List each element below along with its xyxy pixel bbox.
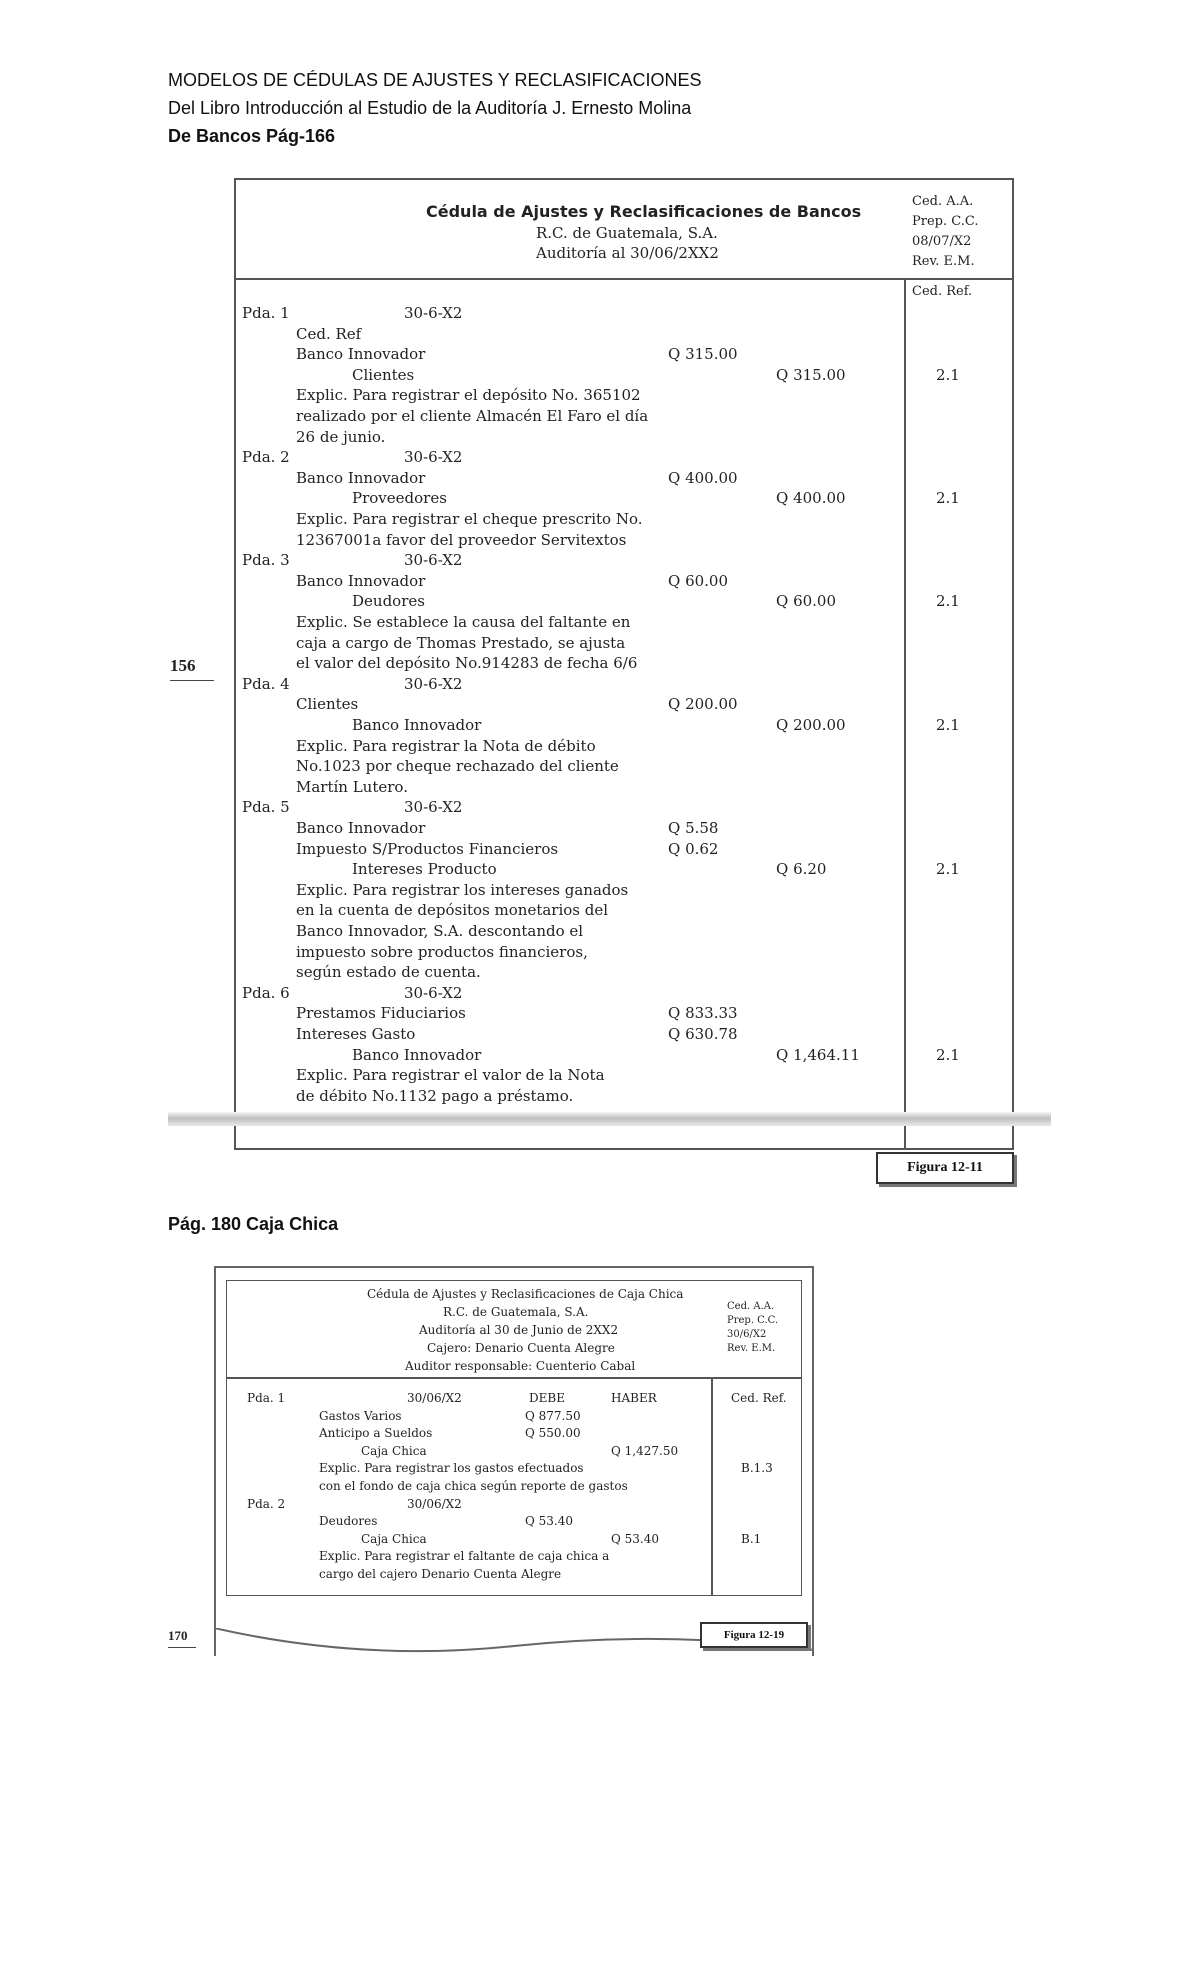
caja-ref-prep: Prep. C.C. — [727, 1315, 779, 1326]
entry-text: Banco Innovador — [296, 571, 426, 590]
cedula-ref: 2.1 — [936, 365, 960, 384]
caja-title-1: Cédula de Ajustes y Reclasificaciones de Caja Chica — [367, 1287, 684, 1301]
cedula-ref: 2.1 — [936, 489, 960, 508]
entry-text: realizado por el cliente Almacén El Faro el día — [296, 407, 649, 425]
credit-account: Caja Chica — [361, 1443, 427, 1458]
entry-text: Banco Innovador — [296, 345, 426, 364]
entry-text: Anticipo a Sueldos — [319, 1426, 433, 1441]
bancos-title: Cédula de Ajustes y Reclasificaciones de Bancos — [426, 202, 862, 221]
entry-text: Impuesto S/Productos Financieros — [296, 839, 559, 858]
caja-chica-sheet — [214, 1266, 814, 1656]
entry-date: 30/06/X2 — [407, 1496, 462, 1511]
entry-date: 30/06/X2 — [407, 1391, 462, 1405]
caja-title-3: Auditoría al 30 de Junio de 2XX2 — [419, 1323, 619, 1337]
entry-text: Martín Lutero. — [296, 777, 408, 796]
cedula-ref: B.1.3 — [741, 1461, 773, 1476]
cedula-ref: 2.1 — [936, 592, 960, 611]
caja-col-ref: Ced. Ref. — [731, 1391, 787, 1405]
bancos-audit-date: Auditoría al 30/06/2XX2 — [536, 244, 719, 262]
bancos-company: R.C. de Guatemala, S.A. — [536, 224, 718, 242]
debit-amount: Q 0.62 — [668, 839, 719, 858]
entry-label: Pda. 5 — [242, 798, 290, 817]
bancos-ref-rev: Rev. E.M. — [912, 254, 975, 269]
entry-text: Explic. Para registrar el cheque prescrito No. — [296, 510, 643, 528]
bancos-ref-column-divider — [904, 278, 906, 1148]
bancos-figure-label: Figura 12-11 — [876, 1152, 1014, 1184]
entry-text: el valor del depósito No.914283 de fecha 6/6 — [296, 654, 638, 673]
bancos-title-box — [236, 180, 1012, 280]
bancos-ref-column-header: Ced. Ref. — [912, 284, 973, 299]
entry-label: Pda. 1 — [247, 1391, 286, 1405]
entry-text: Explic. Para registrar el valor de la Nota — [296, 1066, 605, 1085]
caja-page-number: 170 — [168, 1628, 196, 1648]
caja-ref-column-divider — [711, 1377, 713, 1595]
bancos-ref-prep: Prep. C.C. — [912, 214, 979, 229]
entry-text: caja a cargo de Thomas Prestado, se ajusta — [296, 633, 626, 652]
caja-col-haber: HABER — [611, 1391, 657, 1405]
entry-label: Pda. 2 — [247, 1496, 286, 1511]
caja-title-2: R.C. de Guatemala, S.A. — [443, 1305, 589, 1319]
entry-text: No.1023 por cheque rechazado del cliente — [296, 757, 619, 776]
entry-text: Ced. Ref — [296, 324, 362, 343]
entry-text: 12367001a favor del proveedor Servitextos — [296, 530, 627, 549]
debit-amount: Q 53.40 — [525, 1514, 574, 1529]
entry-text: Explic. Para registrar los intereses ganados — [296, 880, 629, 899]
credit-account: Caja Chica — [361, 1531, 427, 1546]
caja-ref-rev: Rev. E.M. — [727, 1343, 776, 1354]
entry-date: 30-6-X2 — [404, 304, 463, 322]
cedula-ref: 2.1 — [936, 1045, 960, 1064]
entry-text: Explic. Para registrar el depósito No. 365102 — [296, 386, 641, 405]
entry-text: cargo del cajero Denario Cuenta Alegre — [319, 1567, 562, 1581]
bancos-adjustment-sheet — [234, 178, 1014, 1150]
caja-col-debe: DEBE — [529, 1391, 565, 1405]
credit-account: Clientes — [352, 365, 415, 384]
credit-account: Deudores — [352, 592, 425, 611]
debit-amount: Q 550.00 — [525, 1426, 581, 1441]
bancos-ref-date: 08/07/X2 — [912, 234, 972, 249]
debit-amount: Q 877.50 — [525, 1408, 581, 1423]
caja-chica-inner-box — [226, 1280, 802, 1596]
credit-amount: Q 1,427.50 — [611, 1443, 679, 1458]
entry-text: 26 de junio. — [296, 427, 386, 446]
entry-text: Explic. Para registrar la Nota de débito — [296, 736, 596, 755]
debit-amount: Q 315.00 — [668, 345, 738, 364]
credit-account: Proveedores — [352, 489, 447, 508]
entry-text: Banco Innovador — [296, 468, 426, 487]
debit-amount: Q 200.00 — [668, 695, 738, 714]
entry-date: 30-6-X2 — [404, 674, 463, 693]
entry-text: Explic. Para registrar los gastos efectuados — [319, 1461, 584, 1476]
credit-amount: Q 1,464.11 — [776, 1045, 860, 1064]
bancos-ref-ced: Ced. A.A. — [912, 194, 974, 209]
header-source: Del Libro Introducción al Estudio de la Auditoría J. Ernesto Molina — [168, 98, 692, 118]
credit-amount: Q 400.00 — [776, 489, 846, 508]
header-title: MODELOS DE CÉDULAS DE AJUSTES Y RECLASIFICACIONES — [168, 70, 702, 90]
entry-label: Pda. 3 — [242, 551, 290, 570]
entry-text: Explic. Se establece la causa del faltante en — [296, 613, 631, 631]
caja-figure-label: Figura 12-19 — [700, 1622, 808, 1648]
entry-text: de débito No.1132 pago a préstamo. — [296, 1086, 574, 1105]
credit-account: Intereses Producto — [352, 860, 497, 879]
caja-header-divider — [227, 1377, 801, 1379]
entry-text: Banco Innovador, S.A. descontando el — [296, 922, 584, 940]
entry-label: Pda. 1 — [242, 304, 290, 322]
entry-text: en la cuenta de depósitos monetarios del — [296, 901, 609, 920]
cedula-ref: B.1 — [741, 1531, 762, 1546]
header-section-caja: Pág. 180 Caja Chica — [168, 1214, 339, 1234]
entry-text: Banco Innovador — [296, 819, 426, 837]
debit-amount: Q 5.58 — [668, 819, 719, 837]
credit-account: Banco Innovador — [352, 716, 482, 734]
entry-text: Intereses Gasto — [296, 1025, 416, 1043]
entry-label: Pda. 6 — [242, 983, 290, 1002]
entry-text: Prestamos Fiduciarios — [296, 1004, 466, 1023]
debit-amount: Q 60.00 — [668, 571, 729, 590]
scan-shadow-bar — [168, 1112, 1051, 1126]
bancos-page-number: 156 — [170, 656, 214, 681]
header-section-bancos: De Bancos Pág-166 — [168, 126, 336, 146]
credit-account: Banco Innovador — [352, 1045, 482, 1064]
debit-amount: Q 400.00 — [668, 468, 738, 487]
caja-title-5: Auditor responsable: Cuenterio Cabal — [405, 1359, 636, 1373]
credit-amount: Q 200.00 — [776, 716, 846, 734]
entry-text: según estado de cuenta. — [296, 963, 481, 982]
entry-text: con el fondo de caja chica según reporte de gastos — [319, 1479, 628, 1493]
debit-amount: Q 630.78 — [668, 1025, 738, 1043]
debit-amount: Q 833.33 — [668, 1004, 738, 1023]
entry-text: Clientes — [296, 695, 359, 714]
entry-label: Pda. 4 — [242, 674, 290, 693]
cedula-ref: 2.1 — [936, 860, 960, 879]
entry-date: 30-6-X2 — [404, 798, 463, 817]
entry-date: 30-6-X2 — [404, 448, 463, 467]
cedula-ref: 2.1 — [936, 716, 960, 734]
credit-amount: Q 6.20 — [776, 860, 827, 879]
entry-date: 30-6-X2 — [404, 983, 463, 1002]
caja-title-4: Cajero: Denario Cuenta Alegre — [427, 1341, 615, 1355]
entry-label: Pda. 2 — [242, 448, 290, 467]
entry-text: Explic. Para registrar el faltante de caja chica a — [319, 1549, 610, 1564]
entry-date: 30-6-X2 — [404, 551, 463, 570]
entry-text: impuesto sobre productos financieros, — [296, 942, 588, 961]
credit-amount: Q 315.00 — [776, 365, 846, 384]
caja-ref-ced: Ced. A.A. — [727, 1301, 775, 1312]
entry-text: Deudores — [319, 1514, 378, 1529]
entry-text: Gastos Varios — [319, 1408, 402, 1423]
credit-amount: Q 53.40 — [611, 1531, 660, 1546]
credit-amount: Q 60.00 — [776, 592, 837, 611]
caja-ref-date: 30/6/X2 — [727, 1329, 767, 1340]
